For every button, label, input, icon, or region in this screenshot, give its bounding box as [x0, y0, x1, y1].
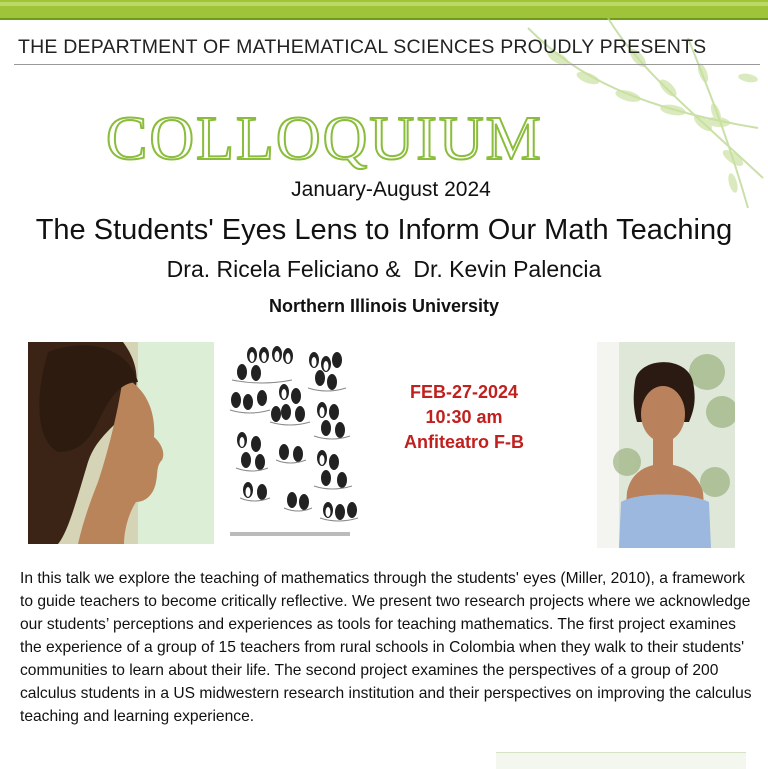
- season-dates: January-August 2024: [291, 178, 491, 201]
- series-title: COLLOQUIUM: [106, 105, 543, 173]
- abstract-text: In this talk we explore the teaching of mathematics through the students' eyes (Miller, 2010), a framework to guide teachers to become critically reflective. We present two research projects where we acknowledge our students’ perceptions and experiences as tools for teaching mathematics. The first project examines the experience of a group of 15 teachers from rural schools in Colombia when they walk to their students' communities to learn about their life. The second project examines the perspectives of a group of 200 calculus students in a US midwestern research institution and their perspectives on improving the calculus teaching and learning experience.: [20, 570, 752, 725]
- event-location: Anfiteatro F-B: [404, 432, 524, 452]
- girl-profile-illustration: [28, 342, 214, 544]
- affiliation: Northern Illinois University: [268, 296, 500, 316]
- speakers: Dra. Ricela Feliciano & Dr. Kevin Palencia: [166, 256, 602, 282]
- speaker-portrait-photo: [597, 342, 735, 548]
- girl-profile-photo: [28, 342, 214, 544]
- event-details: [368, 380, 560, 455]
- top-bar-highlight: [0, 2, 768, 6]
- talk-title: The Students' Eyes Lens to Inform Our Math Teaching: [35, 214, 733, 246]
- event-time: 10:30 am: [425, 407, 503, 427]
- header-divider: [14, 64, 760, 65]
- presenter-line: THE DEPARTMENT OF MATHEMATICAL SCIENCES PROUDLY PRESENTS: [18, 36, 707, 58]
- penguin-groups-illustration: [222, 340, 362, 546]
- bottom-image-edge: [496, 752, 746, 769]
- speaker-portrait-illustration: [597, 342, 735, 548]
- event-date: FEB-27-2024: [409, 382, 519, 402]
- penguins-worksheet-image: [222, 340, 362, 546]
- top-color-bar: [0, 0, 768, 20]
